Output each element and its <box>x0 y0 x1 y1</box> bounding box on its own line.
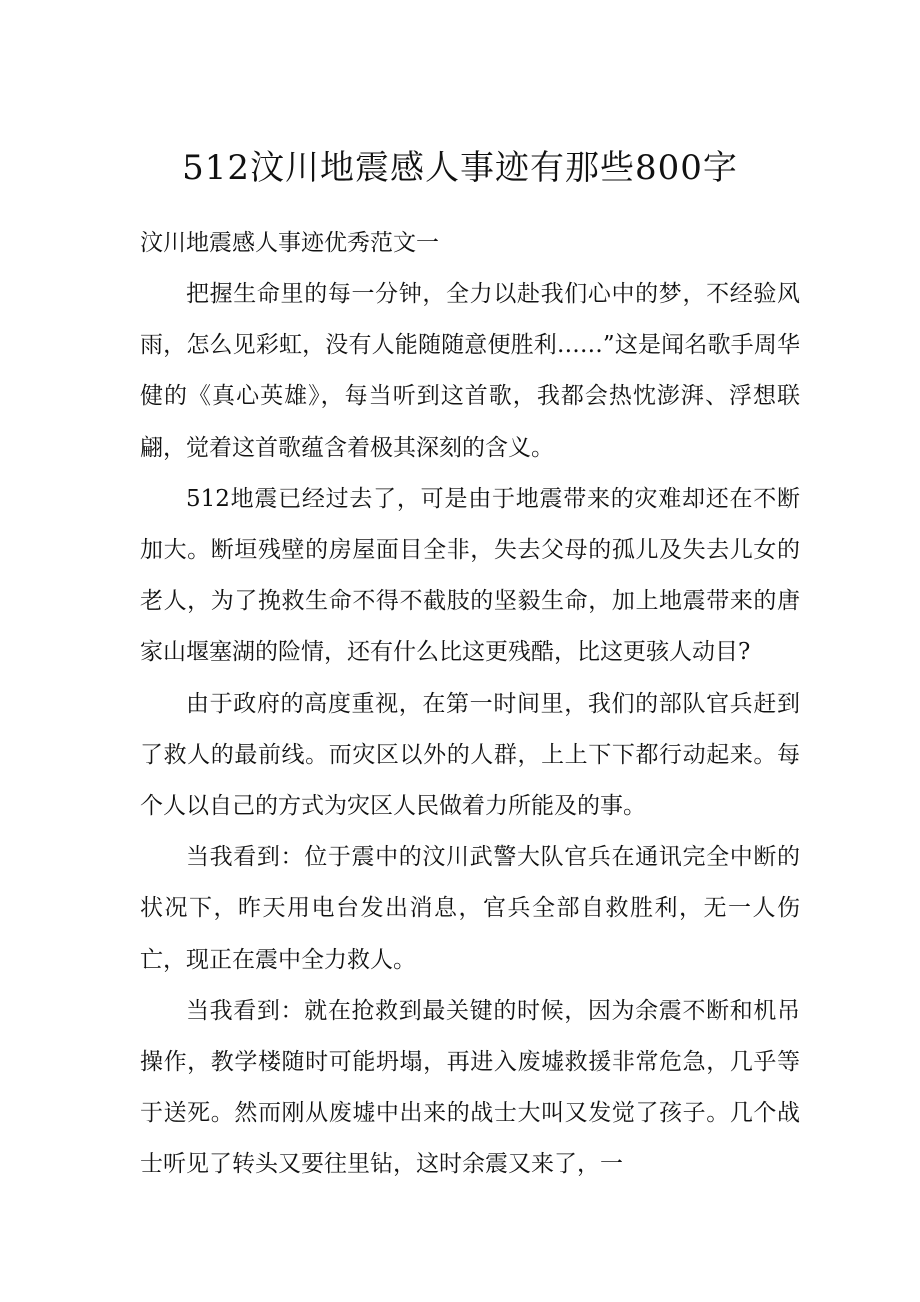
paragraph-3: 由于政府的高度重视，在第一时间里，我们的部队官兵赶到了救人的最前线。而灾区以外的人群，上上下下都行动起来。每个人以自己的方式为灾区人民做着力所能及的事。 <box>140 690 800 820</box>
paragraph-2: 512地震已经过去了，可是由于地震带来的灾难却还在不断加大。断垣残壁的房屋面目全非，失去父母的孤儿及失去儿女的老人，为了挽救生命不得不截肢的坚毅生命，加上地震带来的唐家山堰塞湖的险情，还有什么比这更残酷，比这更骇人动目? <box>140 485 800 666</box>
paragraph-5: 当我看到：就在抢救到最关键的时候，因为余震不断和机吊操作，教学楼随时可能坍塌，再进入废墟救援非常危急，几乎等于送死。然而刚从废墟中出来的战士大叫又发觉了孩子。几个战士听见了转头又要往里钻，这时余震又来了，一 <box>140 997 800 1178</box>
document-subtitle: 汶川地震感人事迹优秀范文一 <box>140 230 439 256</box>
paragraph-4: 当我看到：位于震中的汶川武警大队官兵在通讯完全中断的状况下，昨天用电台发出消息，官兵全部自救胜利，无一人伤亡，现正在震中全力救人。 <box>140 844 800 973</box>
paragraph-1: 把握生命里的每一分钟，全力以赴我们心中的梦，不经验风雨，怎么见彩虹，没有人能随随意便胜利……”这是闻名歌手周华健的《真心英雄》，每当听到这首歌，我都会热忱澎湃、浮想联翩，觉着这首歌蕴含着极其深刻的含义。 <box>140 281 800 461</box>
document-title: 512汶川地震感人事迹有那些800字 <box>182 148 738 188</box>
